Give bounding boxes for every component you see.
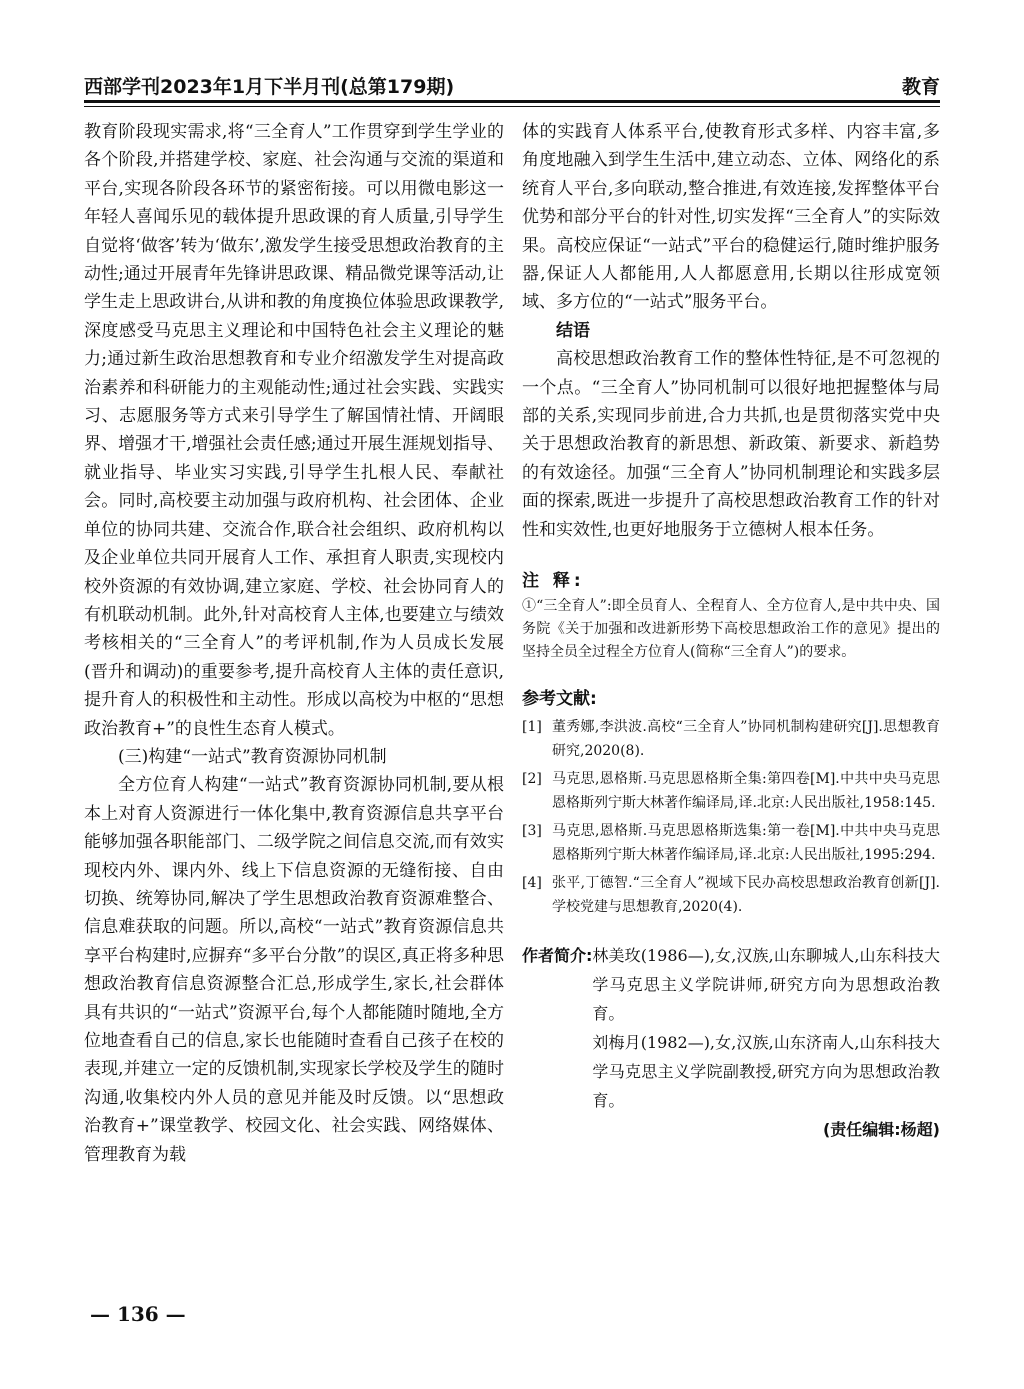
conclusion-paragraph: 高校思想政治教育工作的整体性特征,是不可忽视的一个点。“三全育人”协同机制可以很好地把握整体与局部的关系,实现同步前进,合力共抓,也是贯彻落实党中央关于思想政治教育的新思想、新政策、新要求、新趋势的有效途径。加强“三全育人”协同机制理论和实践多层面的探索,既进一步提升了高校思想政治教育工作的针对性和实效性,也更好地服务于立德树人根本任务。	[522, 349, 940, 540]
note-item: ①“三全育人”:即全员育人、全程育人、全方位育人,是中共中央、国务院《关于加强和改进新形势下高校思想政治工作的意见》提出的坚持全员全过程全方位育人(简称“三全育人”)的要求。	[522, 598, 940, 661]
references-title: 参考文献:	[522, 689, 597, 710]
reference-text: 董秀娜,李洪波.高校“三全育人”协同机制构建研究[J].思想教育研究,2020(8).	[552, 719, 940, 760]
body-paragraph: 体的实践育人体系平台,使教育形式多样、内容丰富,多角度地融入到学生生活中,建立动态、立体、网络化的系统育人平台,多向联动,整合推进,有效连接,发挥整体平台优势和部分平台的针对性,切实发挥“三全育人”的实际效果。高校应保证“一站式”平台的稳健运行,随时维护服务器,保证人人都能用,人人都愿意用,长期以往形成宽领域、多方位的“一站式”服务平台。	[522, 122, 940, 313]
body-paragraph: 教育阶段现实需求,将“三全育人”工作贯穿到学生学业的各个阶段,并搭建学校、家庭、社会沟通与交流的渠道和平台,实现各阶段各环节的紧密衔接。可以用微电影这一年轻人喜闻乐见的载体提升思政课的育人质量,引导学生自觉将‘做客’转为‘做东’,激发学生接受思想政治教育的主动性;通过开展青年先锋讲思政课、精品微党课等活动,让学生走上思政讲台,从讲和教的角度换位体验思政课教学,深度感受马克思主义理论和中国特色社会主义理论的魅力;通过新生政治思想教育和专业介绍激发学生对提高政治素养和科研能力的主观能动性;通过社会实践、实践实习、志愿服务等方式来引导学生了解国情社情、开阔眼界、增强才干,增强社会责任感;通过开展生涯规划指导、就业指导、毕业实习实践,引导学生扎根人民、奉献社会。同时,高校要主动加强与政府机构、社会团体、企业单位的协同共建、交流合作,联合社会组织、政府机构以及企业单位共同开展育人工作、承担育人职责,实现校内校外资源的有效协调,建立家庭、学校、社会协同育人的有机联动机制。此外,针对高校育人主体,也要建立与绩效考核相关的“三全育人”的考评机制,作为人员成长发展(晋升和调动)的重要参考,提升高校育人主体的责任意识,提升育人的积极性和主动性。形成以高校为中枢的“思想政治教育+”的良性生态育人模式。	[84, 122, 504, 739]
page-header	[84, 68, 940, 98]
reference-number: [1]	[522, 719, 542, 736]
conclusion-heading: 结语	[556, 320, 590, 341]
responsible-editor: (责任编辑:杨超)	[822, 1120, 940, 1140]
notes-title: 注 释:	[522, 571, 585, 592]
reference-text: 张平,丁德智.“三全育人”视域下民办高校思想政治教育创新[J].学校党建与思想教育,2020(4).	[552, 875, 940, 916]
reference-number: [2]	[522, 771, 542, 788]
header-rule-thick	[84, 100, 940, 103]
journal-masthead: 西部学刊2023年1月下半月刊(总第179期)	[84, 76, 455, 98]
author-bio-label: 作者简介:	[522, 946, 593, 966]
reference-item	[522, 767, 940, 815]
author-bio	[522, 941, 940, 1115]
author-entry: 刘梅月(1982—),女,汉族,山东济南人,山东科技大学马克思主义学院副教授,研究方向为思想政治教育。	[592, 1033, 940, 1111]
section-name: 教育	[901, 76, 940, 98]
author-entry: 林美玫(1986—),女,汉族,山东聊城人,山东科技大学马克思主义学院讲师,研究方向为思想政治教育。	[592, 946, 940, 1024]
reference-item	[522, 819, 940, 867]
body-paragraph: 全方位育人构建“一站式”教育资源协同机制,要从根本上对育人资源进行一体化集中,教育资源信息共享平台能够加强各职能部门、二级学院之间信息交流,而有效实现校内外、课内外、线上下信息资源的无缝衔接、自由切换、统筹协同,解决了学生思想政治教育资源难整合、信息难获取的问题。所以,高校“一站式”教育资源信息共享平台构建时,应摒弃“多平台分散”的误区,真正将多种思想政治教育信息资源整合汇总,形成学生,家长,社会群体具有共识的“一站式”资源平台,每个人都能随时随地,全方位地查看自己的信息,家长也能随时查看自己孩子在校的表现,并建立一定的反馈机制,实现家长学校及学生的随时沟通,收集校内外人员的意见并能及时反馈。以“思想政治教育+”课堂教学、校园文化、社会实践、网络媒体、管理教育为载	[84, 775, 504, 1165]
reference-item	[522, 871, 940, 919]
reference-number: [3]	[522, 823, 542, 840]
author-bio-body	[592, 941, 940, 1115]
reference-number: [4]	[522, 875, 542, 892]
reference-item	[522, 715, 940, 763]
left-column	[84, 118, 504, 1169]
reference-text: 马克思,恩格斯.马克思恩格斯选集:第一卷[M].中共中央马克思恩格斯列宁斯大林著作编译局,译.北京:人民出版社,1995:294.	[552, 823, 940, 864]
reference-text: 马克思,恩格斯.马克思恩格斯全集:第四卷[M].中共中央马克思恩格斯列宁斯大林著作编译局,译.北京:人民出版社,1958:145.	[552, 771, 940, 812]
right-column	[522, 118, 940, 1140]
page-number: — 136 —	[90, 1302, 186, 1326]
reference-list	[522, 715, 940, 919]
header-rule-thin	[84, 106, 940, 107]
subsection-heading: (三)构建“一站式”教育资源协同机制	[118, 746, 387, 767]
